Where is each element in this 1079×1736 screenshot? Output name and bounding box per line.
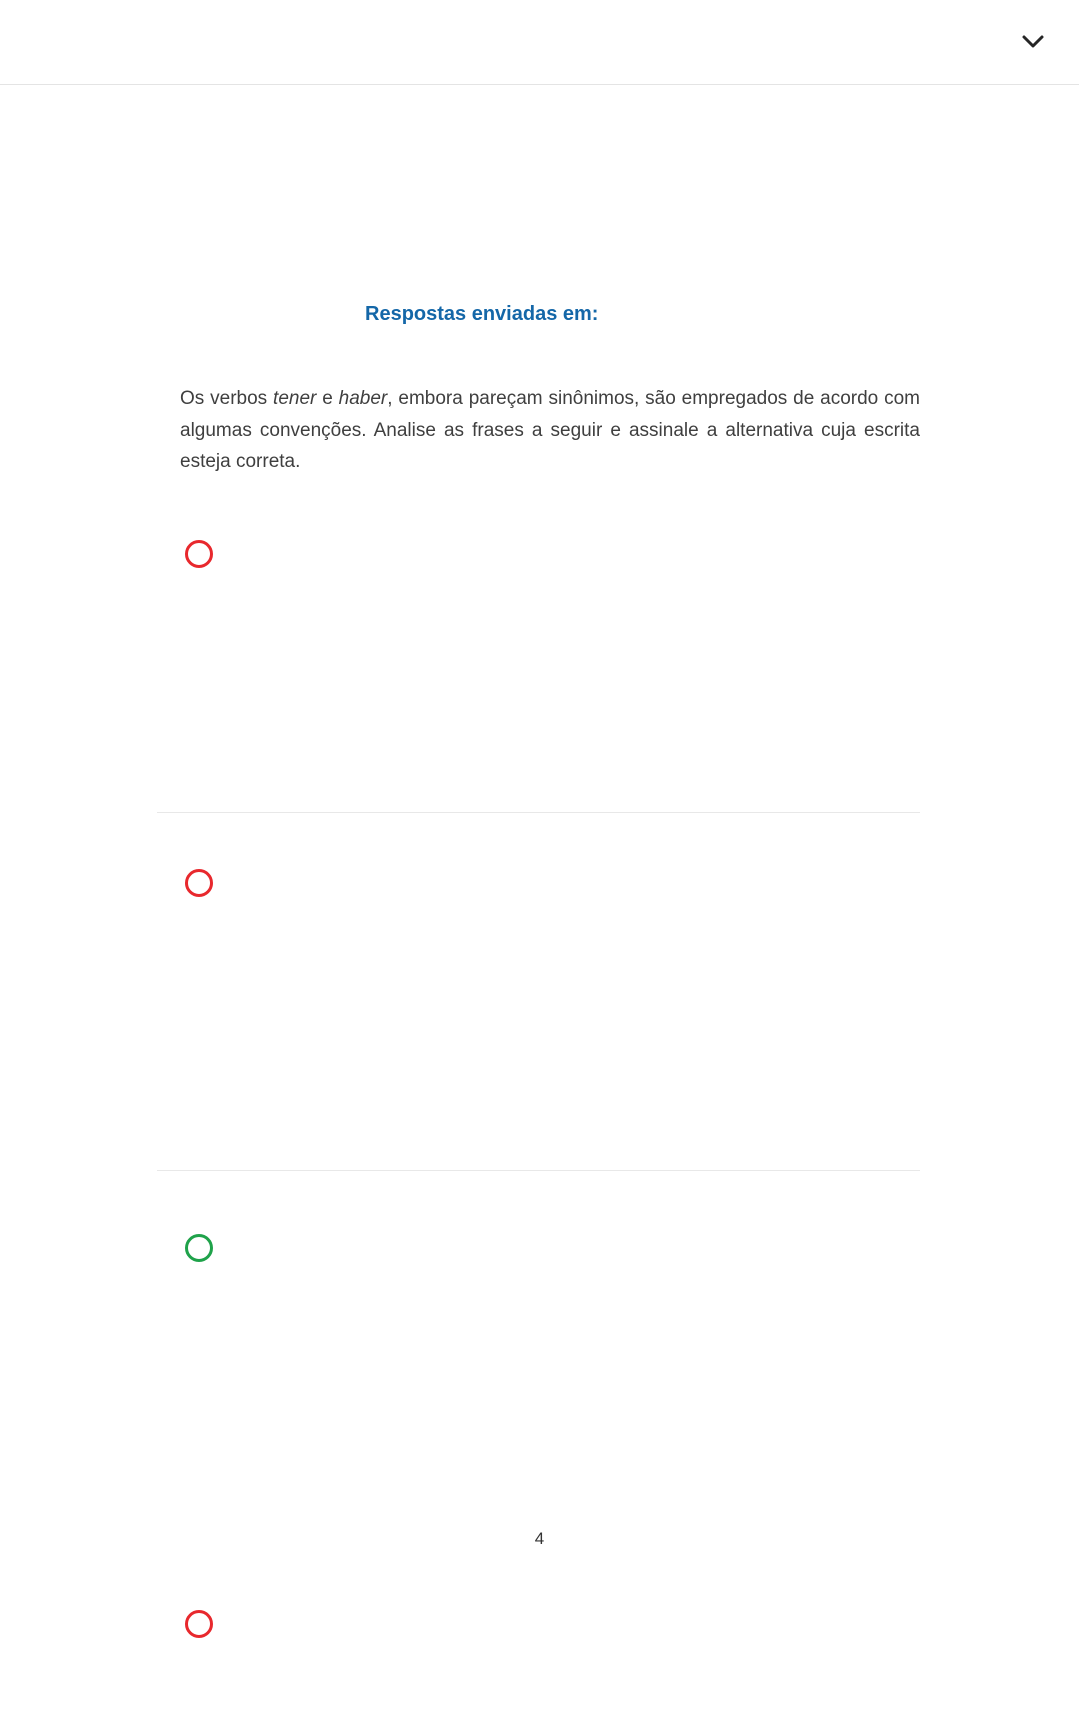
collapse-button[interactable] bbox=[1017, 30, 1049, 54]
page-title: Respostas enviadas em: bbox=[365, 303, 599, 325]
question-text: Os verbos tener e haber, embora pareçam sinônimos, são empregados de acordo com algumas convenções. Analise as frases a seguir e assinale a alternativa cuja escrita esteja correta. bbox=[180, 388, 920, 472]
radio-button-option-1[interactable] bbox=[185, 540, 213, 568]
chevron-down-icon bbox=[1021, 38, 1045, 53]
radio-button-option-3[interactable] bbox=[185, 1234, 213, 1262]
answer-option-4 bbox=[157, 1610, 920, 1736]
page-number: 4 bbox=[534, 1529, 545, 1548]
radio-button-option-2[interactable] bbox=[185, 869, 213, 897]
radio-button-option-4[interactable] bbox=[185, 1610, 213, 1638]
answer-option-1 bbox=[157, 540, 920, 813]
top-bar bbox=[0, 0, 1079, 85]
answer-option-2 bbox=[157, 869, 920, 1171]
page-footer bbox=[0, 1512, 1079, 1573]
